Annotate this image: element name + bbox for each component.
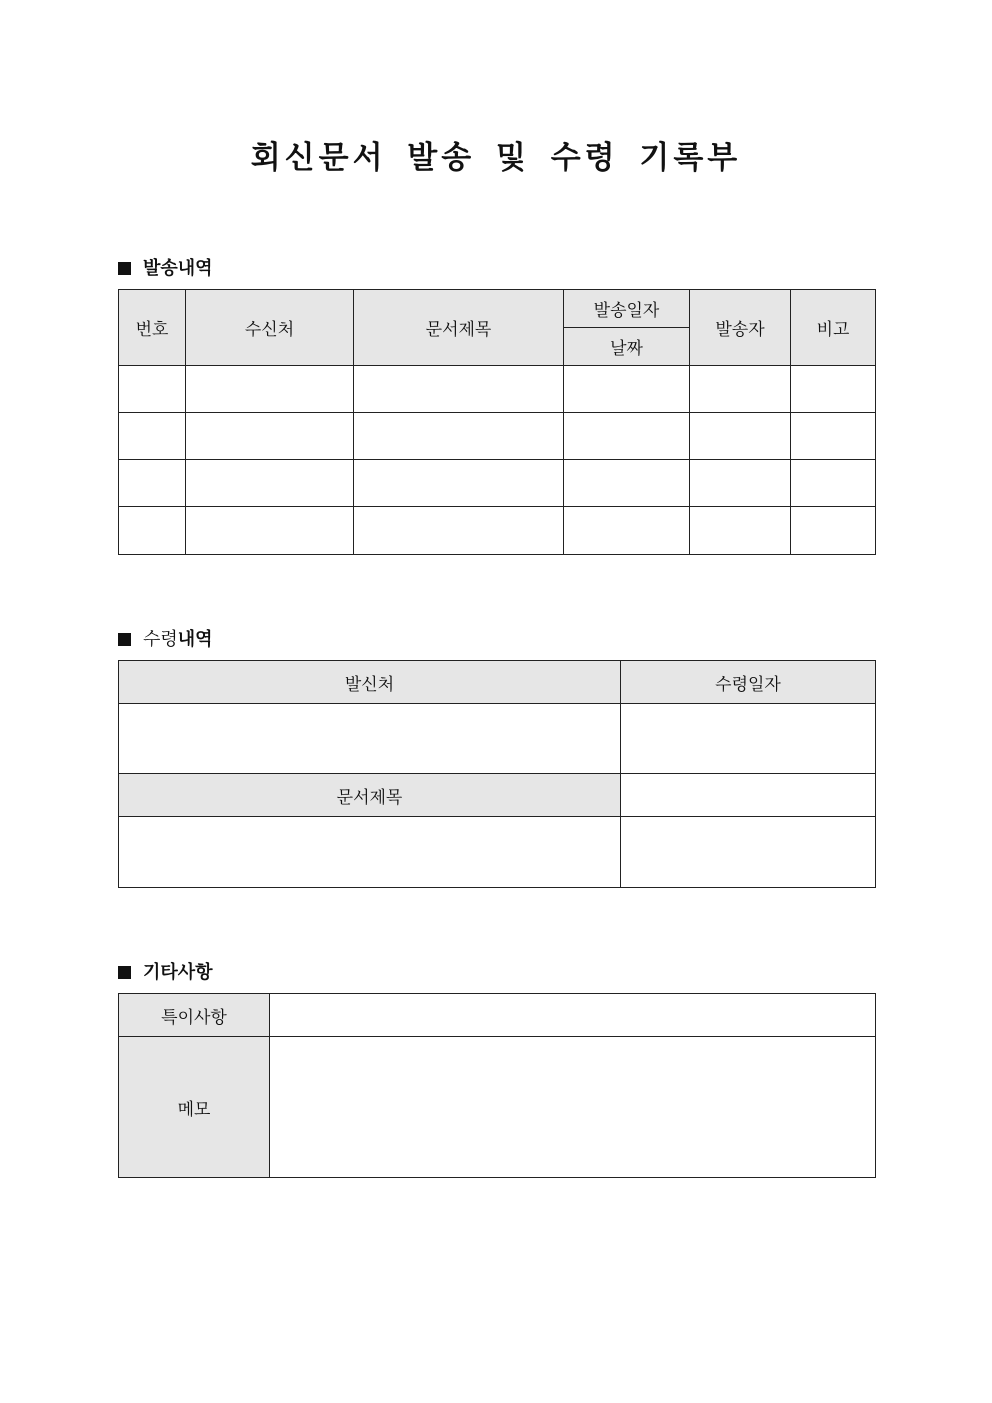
section-other-label: [118, 958, 213, 984]
cell-doc-title[interactable]: [354, 460, 564, 507]
cell-no[interactable]: [119, 460, 186, 507]
section-send-text: 발송내역: [143, 258, 213, 279]
cell-blank-2[interactable]: [621, 817, 876, 888]
cell-recipient[interactable]: [186, 413, 354, 460]
cell-no[interactable]: [119, 507, 186, 555]
section-other-text: 기타사항: [143, 962, 213, 983]
cell-sender[interactable]: [690, 366, 791, 413]
cell-date[interactable]: [564, 460, 690, 507]
header-no: 번호: [119, 290, 186, 366]
cell-remark[interactable]: [791, 460, 876, 507]
header-sender: 발송자: [690, 290, 791, 366]
cell-date[interactable]: [564, 413, 690, 460]
section-receive-label: [118, 625, 213, 651]
square-bullet-icon: [118, 966, 131, 979]
table-row: [119, 460, 876, 507]
table-row: [119, 507, 876, 555]
header-date: 날짜: [564, 328, 690, 366]
cell-date[interactable]: [564, 507, 690, 555]
cell-doc-title[interactable]: [354, 507, 564, 555]
cell-special[interactable]: [270, 994, 876, 1037]
cell-blank[interactable]: [621, 774, 876, 817]
cell-recipient[interactable]: [186, 366, 354, 413]
header-remark: 비고: [791, 290, 876, 366]
header-receive-doc-title: 문서제목: [119, 774, 621, 817]
square-bullet-icon: [118, 262, 131, 275]
cell-receive-doc-title[interactable]: [119, 817, 621, 888]
header-send-date: 발송일자: [564, 290, 690, 328]
cell-sender[interactable]: [690, 507, 791, 555]
cell-no[interactable]: [119, 366, 186, 413]
header-doc-title: 문서제목: [354, 290, 564, 366]
header-memo: 메모: [119, 1037, 270, 1178]
cell-remark[interactable]: [791, 366, 876, 413]
page-title: 회신문서 발송 및 수령 기록부: [250, 140, 742, 176]
cell-remark[interactable]: [791, 413, 876, 460]
cell-sender[interactable]: [690, 413, 791, 460]
other-table: [118, 993, 876, 1178]
receive-table: [118, 660, 876, 888]
cell-sender[interactable]: [690, 460, 791, 507]
square-bullet-icon: [118, 633, 131, 646]
cell-recipient[interactable]: [186, 460, 354, 507]
cell-doc-title[interactable]: [354, 366, 564, 413]
cell-recipient[interactable]: [186, 507, 354, 555]
table-row: [119, 366, 876, 413]
cell-receive-date[interactable]: [621, 704, 876, 774]
section-receive-text-part1: 수령: [143, 629, 178, 650]
header-special: 특이사항: [119, 994, 270, 1037]
cell-date[interactable]: [564, 366, 690, 413]
section-send-label: [118, 254, 213, 280]
header-recipient: 수신처: [186, 290, 354, 366]
cell-memo[interactable]: [270, 1037, 876, 1178]
table-row: [119, 413, 876, 460]
cell-doc-title[interactable]: [354, 413, 564, 460]
send-table: [118, 289, 876, 555]
header-receive-date: 수령일자: [621, 661, 876, 704]
cell-remark[interactable]: [791, 507, 876, 555]
cell-no[interactable]: [119, 413, 186, 460]
section-receive-text-part2: 내역: [177, 629, 213, 650]
header-sender-org: 발신처: [119, 661, 621, 704]
cell-sender-org[interactable]: [119, 704, 621, 774]
